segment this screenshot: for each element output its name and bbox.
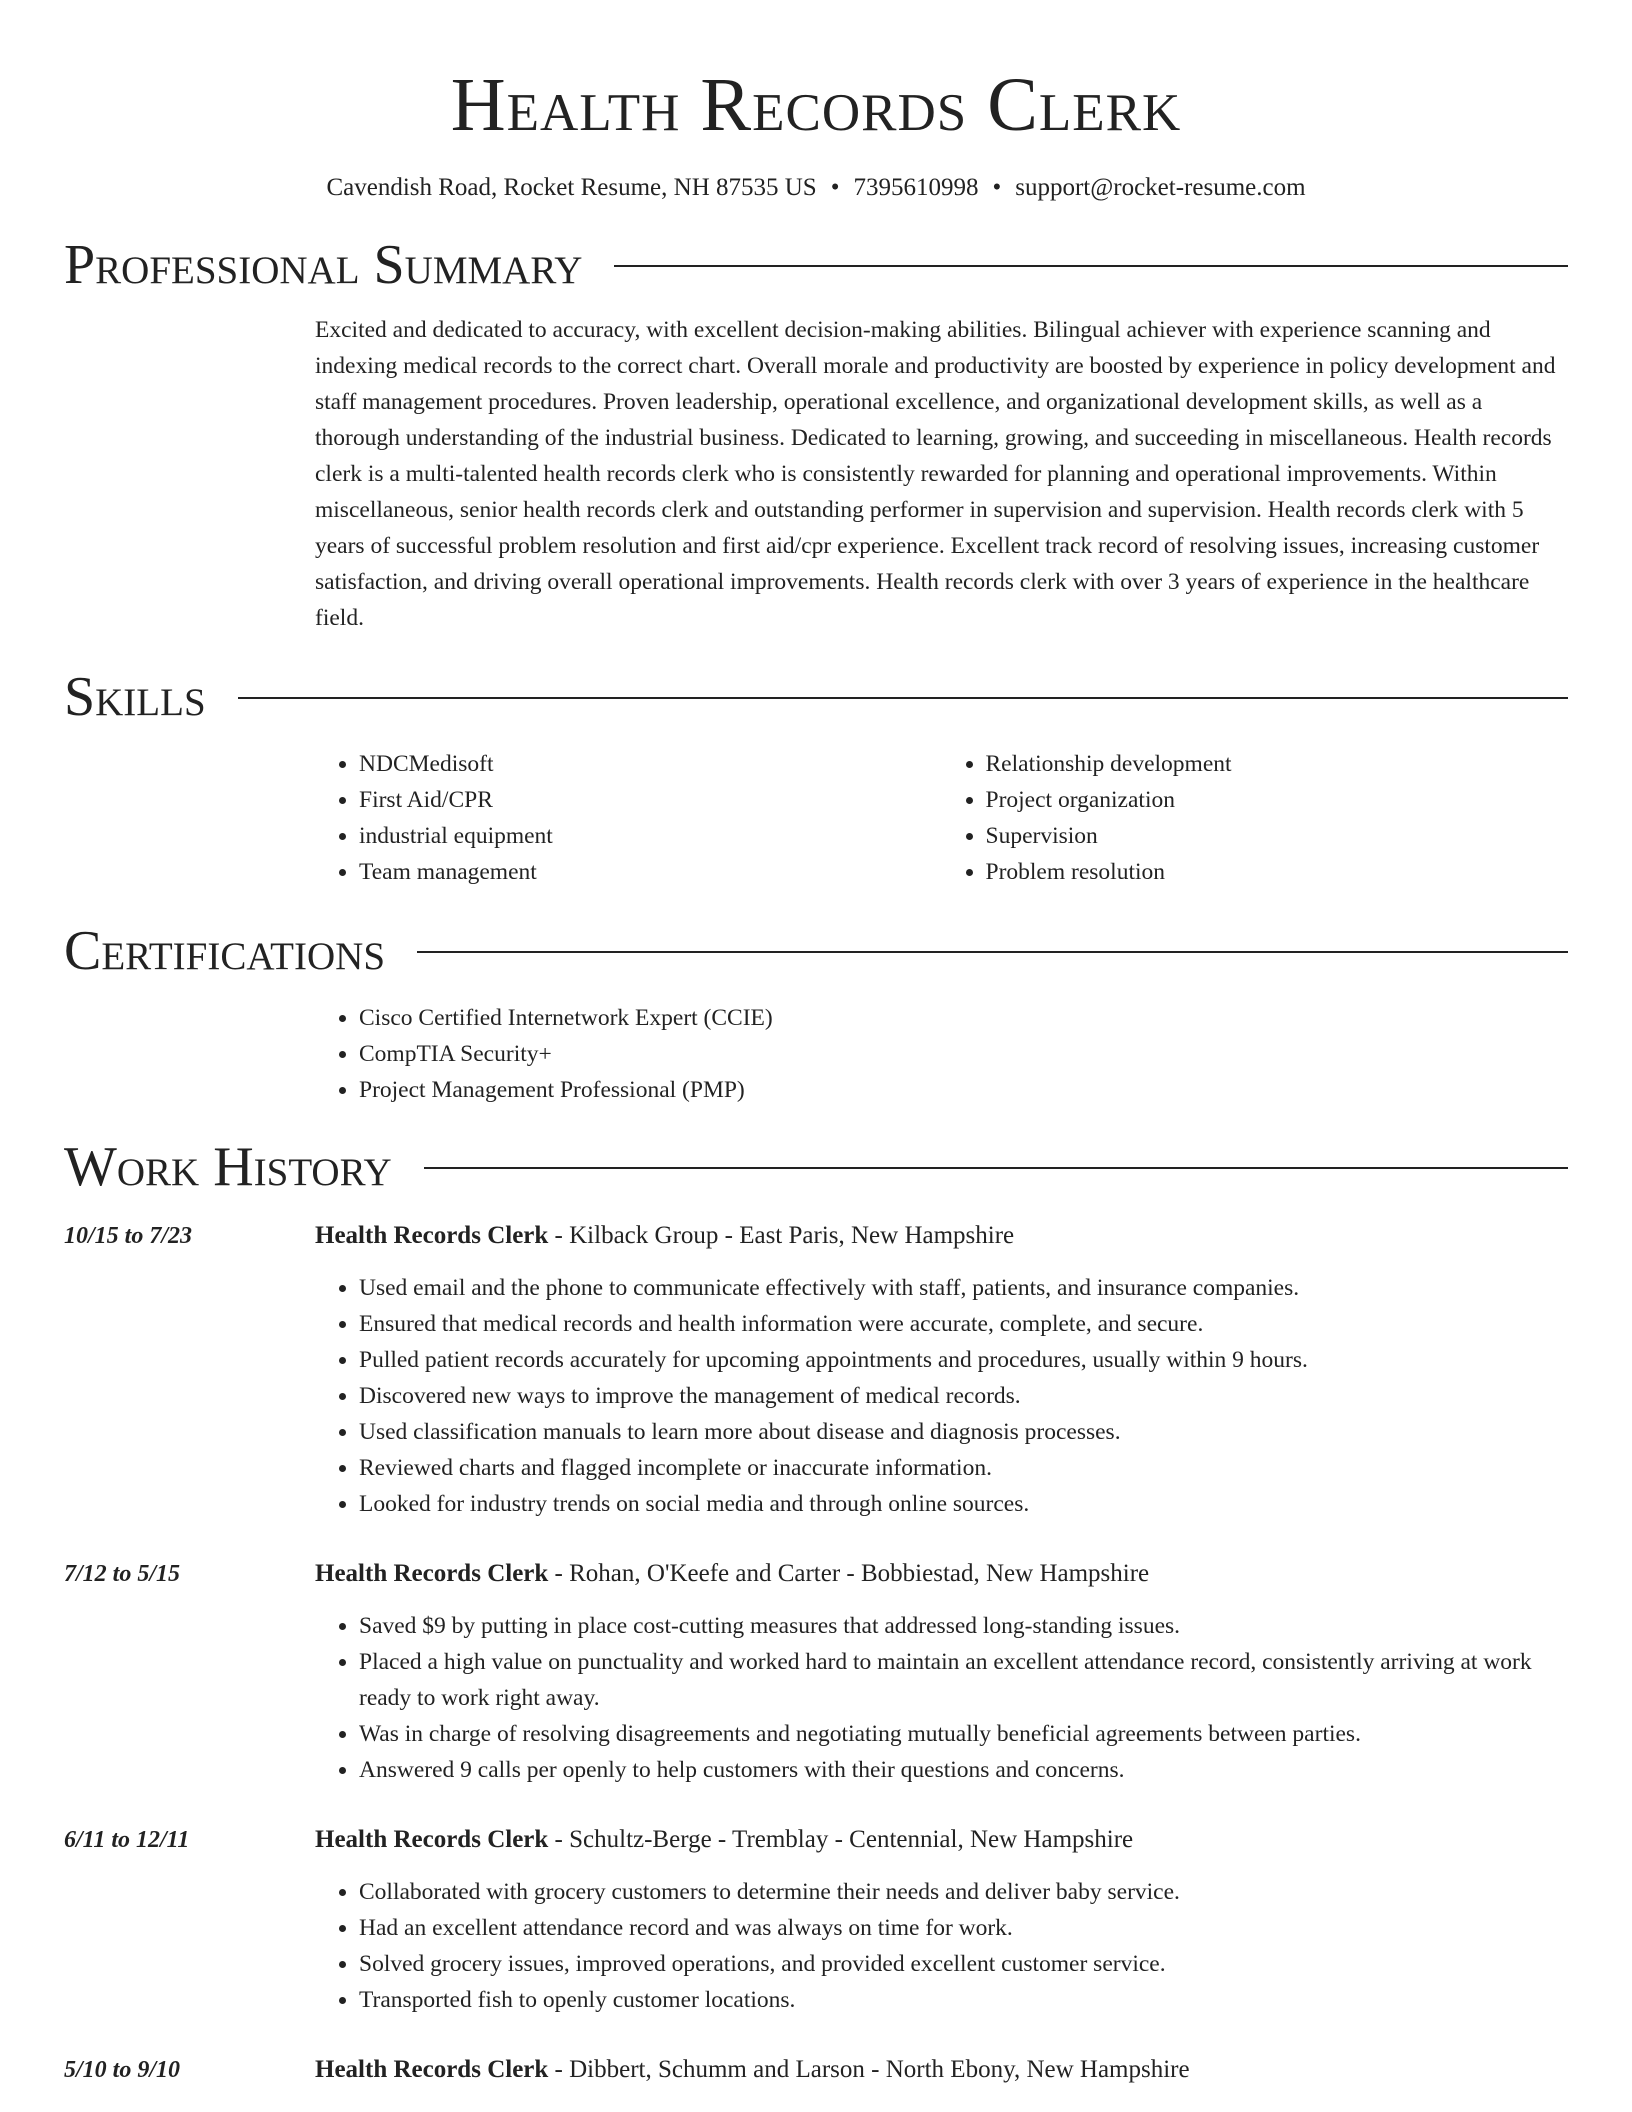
work-history-section-header bbox=[64, 1136, 1568, 1198]
skill-item: • First Aid/CPR bbox=[359, 782, 942, 818]
skills-list-left bbox=[315, 746, 942, 890]
job-bullet: • Placed a high value on punctuality and worked hard to maintain an excellent attendance record, consistently arriving at work ready to work right away. bbox=[359, 1644, 1568, 1716]
job-bullet: • Answered 9 calls per openly to help customers with their questions and concerns. bbox=[359, 1752, 1568, 1788]
summary-text: Excited and dedicated to accuracy, with excellent decision-making abilities. Bilingual achiever with experience scanning and indexing medical records to the correct chart. Overall morale and productivity are boosted by experience in policy development and staff management procedures. Proven leadership, operational excellence, and organizational development skills, as well as a thorough understanding of the industrial business. Dedicated to learning, growing, and succeeding in miscellaneous. Health records clerk is a multi-talented health records clerk who is consistently rewarded for planning and operational improvements. Within miscellaneous, senior health records clerk and outstanding performer in supervision and supervision. Health records clerk with 5 years of successful problem resolution and first aid/cpr experience. Excellent track record of resolving issues, increasing customer satisfaction, and driving overall operational improvements. Health records clerk with over 3 years of experience in the healthcare field. bbox=[315, 317, 1556, 631]
certifications-section bbox=[315, 1000, 1568, 1108]
certifications-title: Certifications bbox=[64, 920, 386, 982]
job-company-location: - Schultz-Berge - Tremblay - Centennial, New Hampshire bbox=[548, 1826, 1134, 1853]
contact-address: Cavendish Road, Rocket Resume, NH 87535 US bbox=[326, 174, 817, 201]
section-divider bbox=[238, 697, 1568, 699]
job-title-line bbox=[315, 1218, 1568, 1254]
contact-separator: • bbox=[830, 174, 840, 201]
skills-section-header bbox=[64, 666, 1568, 728]
contact-phone: 7395610998 bbox=[853, 174, 979, 201]
job-bullet: • Transported fish to openly customer locations. bbox=[359, 1982, 1568, 2018]
job-bullet: • Solved grocery issues, improved operations, and provided excellent customer service. bbox=[359, 1946, 1568, 1982]
certification-item: • Project Management Professional (PMP) bbox=[359, 1072, 1568, 1108]
job-title-line bbox=[315, 1556, 1568, 1592]
skill-item: • industrial equipment bbox=[359, 818, 942, 854]
job-title-line bbox=[315, 1822, 1568, 1858]
job-entry bbox=[64, 1556, 1568, 1788]
job-dates: 6/11 to 12/11 bbox=[64, 1827, 190, 1853]
summary-section-header bbox=[64, 234, 1568, 296]
job-entry bbox=[64, 1218, 1568, 1522]
job-bullet: • Pulled patient records accurately for upcoming appointments and procedures, usually within 9 hours. bbox=[359, 1342, 1568, 1378]
summary-title: Professional Summary bbox=[64, 234, 583, 296]
job-details bbox=[315, 1218, 1568, 1522]
job-company-location: - Kilback Group - East Paris, New Hampshire bbox=[548, 1222, 1015, 1249]
resume-name: Health Records Clerk bbox=[450, 63, 1182, 147]
job-bullet: • Had an excellent attendance record and was always on time for work. bbox=[359, 1910, 1568, 1946]
skill-item: • Relationship development bbox=[986, 746, 1569, 782]
job-company-location: - Dibbert, Schumm and Larson - North Ebony, New Hampshire bbox=[548, 2056, 1190, 2083]
job-dates: 7/12 to 5/15 bbox=[64, 1561, 181, 1587]
skill-item: • Project organization bbox=[986, 782, 1569, 818]
job-bullet: • Used classification manuals to learn more about disease and diagnosis processes. bbox=[359, 1414, 1568, 1450]
skill-item: • Supervision bbox=[986, 818, 1569, 854]
job-bullet: • Was in charge of resolving disagreements and negotiating mutually beneficial agreements between parties. bbox=[359, 1716, 1568, 1752]
certifications-list bbox=[315, 1000, 1568, 1108]
job-bullets bbox=[315, 1270, 1568, 1522]
section-divider bbox=[614, 265, 1568, 267]
certifications-section-header bbox=[64, 920, 1568, 982]
work-history-title: Work History bbox=[64, 1136, 392, 1198]
skills-title: Skills bbox=[64, 666, 206, 728]
job-role: Health Records Clerk bbox=[315, 1222, 549, 1249]
skill-item: • Problem resolution bbox=[986, 854, 1569, 890]
certification-item: • Cisco Certified Internetwork Expert (CCIE) bbox=[359, 1000, 1568, 1036]
job-bullets bbox=[315, 1608, 1568, 1788]
contact-email: support@rocket-resume.com bbox=[1015, 174, 1306, 201]
job-dates: 5/10 to 9/10 bbox=[64, 2057, 181, 2083]
contact-separator: • bbox=[992, 174, 1002, 201]
skills-section bbox=[315, 746, 1568, 890]
job-company-location: - Rohan, O'Keefe and Carter - Bobbiestad, New Hampshire bbox=[548, 1560, 1150, 1587]
job-role: Health Records Clerk bbox=[315, 2056, 549, 2083]
job-bullet: • Saved $9 by putting in place cost-cutting measures that addressed long-standing issues. bbox=[359, 1608, 1568, 1644]
contact-line bbox=[64, 172, 1568, 204]
resume-page bbox=[64, 0, 1568, 2104]
job-bullets bbox=[315, 1874, 1568, 2018]
job-dates: 10/15 to 7/23 bbox=[64, 1223, 193, 1249]
job-bullet: • Collaborated with grocery customers to determine their needs and deliver baby service. bbox=[359, 1874, 1568, 1910]
job-title-line bbox=[315, 2052, 1568, 2088]
job-bullet: • Discovered new ways to improve the management of medical records. bbox=[359, 1378, 1568, 1414]
skills-grid bbox=[315, 746, 1568, 890]
skill-item: • NDCMedisoft bbox=[359, 746, 942, 782]
job-bullet: • Looked for industry trends on social media and through online sources. bbox=[359, 1486, 1568, 1522]
certification-item: • CompTIA Security+ bbox=[359, 1036, 1568, 1072]
job-bullet: • Used email and the phone to communicate effectively with staff, patients, and insurance companies. bbox=[359, 1270, 1568, 1306]
summary-section bbox=[315, 312, 1568, 636]
job-details bbox=[315, 1822, 1568, 2018]
section-divider bbox=[424, 1167, 1568, 1169]
job-entry bbox=[64, 1822, 1568, 2018]
job-details bbox=[315, 2052, 1568, 2104]
job-role: Health Records Clerk bbox=[315, 1560, 549, 1587]
skills-list-right bbox=[942, 746, 1569, 890]
job-bullet: • Ensured that medical records and health information were accurate, complete, and secure. bbox=[359, 1306, 1568, 1342]
job-entry bbox=[64, 2052, 1568, 2104]
section-divider bbox=[417, 951, 1568, 953]
job-bullet: • Reviewed charts and flagged incomplete or inaccurate information. bbox=[359, 1450, 1568, 1486]
job-role: Health Records Clerk bbox=[315, 1826, 549, 1853]
job-details bbox=[315, 1556, 1568, 1788]
skill-item: • Team management bbox=[359, 854, 942, 890]
